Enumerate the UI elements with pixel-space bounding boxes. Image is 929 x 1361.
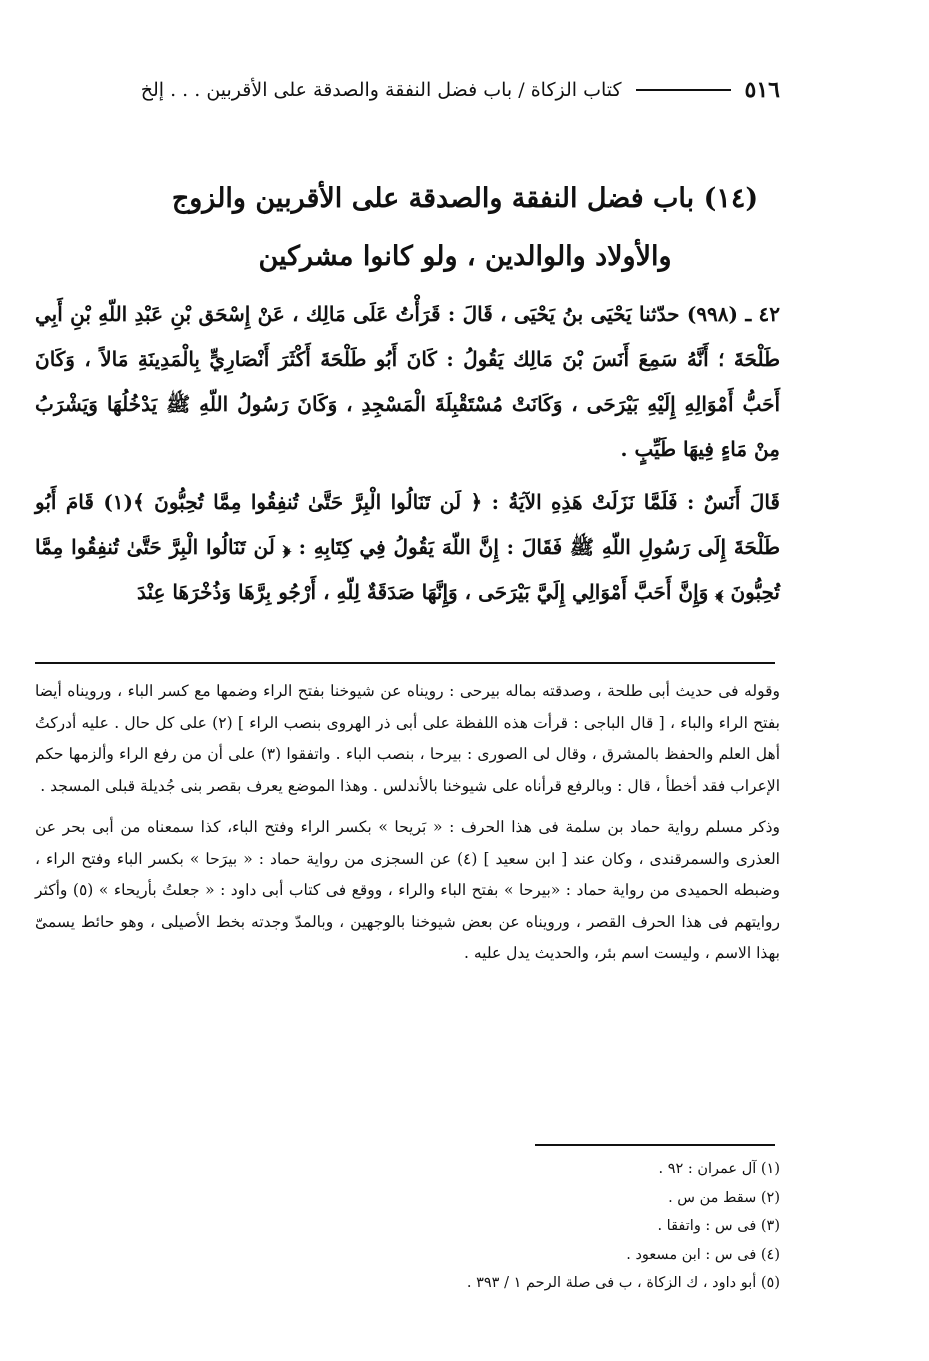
- chapter-title: [40, 170, 890, 286]
- hadith-paragraph-1: ٤٢ ـ (٩٩٨) حدّثنا يَحْيَى بنُ يَحْيَى ، قَالَ : قَرَأْتُ عَلَى مَالِك ، عَنْ إِسْحَق بْنِ عَبْدِ اللّهِ بْنِ أَبِي طَلْحَةَ ؛ أَنَّهُ سَمِعَ أَنَسَ بْنَ مَالِك يَقُولُ : كَانَ أَبُو طَلْحَةَ أَكْثَرَ أَنْصَارِيٍّ بِالْمَدِينَةِ مَالاً ، وَكَانَ أَحَبُّ أَمْوَالِهِ إِلَيْهِ بَيْرَحَى ، وَكَانَتْ مُسْتَقْبِلَةَ الْمَسْجِدِ ، وَكَانَ رَسُولُ اللّهِ ﷺ يَدْخُلُهَا وَيَشْرَبُ مِنْ مَاءٍ فِيهَا طَيِّبٍ .: [35, 302, 780, 461]
- running-title: كتاب الزكاة / باب فضل النفقة والصدقة على الأقربين . . . إلخ: [140, 79, 622, 101]
- commentary-paragraph-1: وقوله فى حديث أبى طلحة ، وصدقته بماله بيرحى : رويناه عن شيوخنا بفتح الراء وضمها مع كسر الباء ، ورويناه أيضا بفتح الراء والباء ، [ قال الباجى : قرأت هذه اللفظة على أبى ذر الهروى بنصب الراء ] (٢) على كل حال . عليه أدركتُ أهل العلم والحفظ بالمشرق ، وقال لى الصورى : بيرحا ، بنصب الباء . واتفقوا (٣) على أن من رفع الراء وألزمها حكم الإعراب فقد أخطأ ، قال : وبالرفع قرأناه على شيوخنا بالأندلس . وهذا الموضع يعرف بقصر بنى جُديلة قبلى المسجد .: [35, 682, 780, 795]
- running-head-rule: [636, 89, 731, 91]
- footnote-2: (٢) سقط من س .: [668, 1189, 780, 1206]
- footnote-5: (٥) أبو داود ، ك الزكاة ، ب فى صلة الرحم ١ / ٣٩٣ .: [466, 1275, 780, 1291]
- running-head: [30, 70, 780, 110]
- footnotes: [250, 1155, 780, 1298]
- commentary-paragraph-2: وذكر مسلم رواية حماد بن سلمة فى هذا الحرف : « بَريحا » بكسر الراء وفتح الباء، كذا سمعناه من أبى بحر عن العذرى والسمرقندى ، وكان عند [ ابن سعيد ] (٤) عن السجزى من رواية حماد : « بيرَحا » بكسر الباء وفتح الراء ، وضبطه الحميدى من رواية حماد : «بيرحا » بفتح الباء والراء ، ووقع فى كتاب أبى داود : « جعلتُ بأريحاء » (٥) وأكثر روايتهم فى هذا الحرف القصر ، ورويناه عن بعض شيوخنا بالوجهين ، وبالمدّ وجدته بخط الأصيلى ، وهو حائط يسمىّ بهذا الاسم ، وليست اسم بئر، والحديث يدل عليه .: [35, 818, 780, 962]
- chapter-title-line-1: (١٤) باب فضل النفقة والصدقة على الأقربين والزوج: [171, 183, 759, 214]
- chapter-title-line-2: والأولاد والوالدين ، ولو كانوا مشركين: [258, 241, 672, 272]
- footnote-3: (٣) فى س : واتفقا .: [657, 1218, 780, 1234]
- page-number: ٥١٦: [744, 77, 780, 103]
- footnote-4: (٤) فى س : ابن مسعود .: [626, 1246, 780, 1263]
- footnotes-divider: [535, 1144, 775, 1146]
- main-text-divider: [35, 662, 775, 664]
- footnote-1: (١) آل عمران : ٩٢ .: [658, 1161, 780, 1177]
- commentary: [35, 676, 780, 970]
- hadith-paragraph-2: قَالَ أَنَسٌ : فَلَمَّا نَزَلَتْ هَذِهِ الآيَةُ : ﴿ لَن تَنَالُوا الْبِرَّ حَتَّىٰ تُنفِقُوا مِمَّا تُحِبُّونَ ﴾(١) قَامَ أَبُو طَلْحَةَ إِلَى رَسُولِ اللّهِ ﷺ فَقَالَ : إِنَّ اللّهَ يَقُولُ فِي كِتَابِهِ : ﴿ لَن تَنَالُوا الْبِرَّ حَتَّىٰ تُنفِقُوا مِمَّا تُحِبُّونَ ﴾ وَإِنَّ أَحَبَّ أَمْوَالِي إِلَيَّ بَيْرَحَى ، وَإِنَّهَا صَدَقَةٌ لِلّهِ ، أَرْجُو بِرَّهَا وَذُخْرَهَا عِنْدَ: [35, 490, 780, 604]
- hadith-text: [35, 292, 780, 615]
